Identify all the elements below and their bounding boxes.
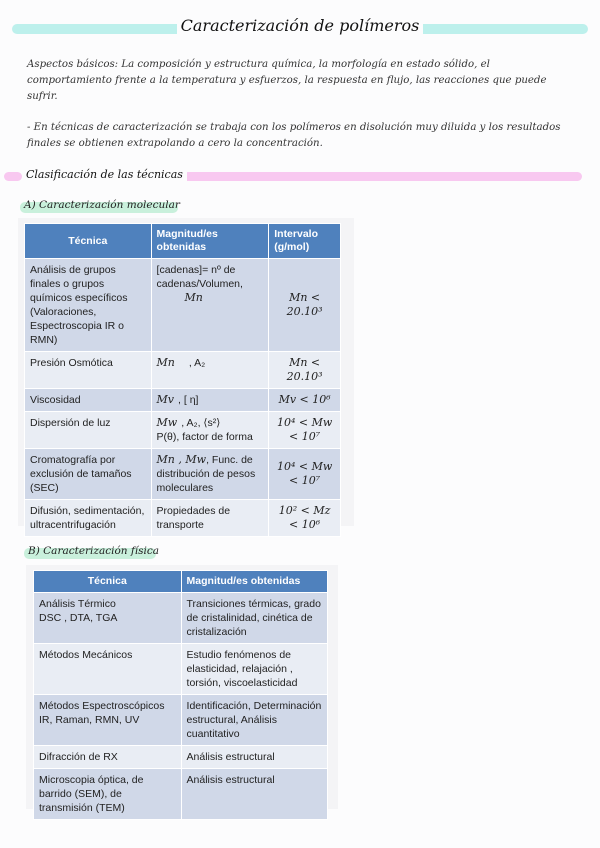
molecular-heading: A) Caracterización molecular [24,199,180,211]
tecnica-cell: Viscosidad [25,389,152,412]
table-row [34,695,328,746]
magnitud-cell: Mv , [ η] [151,389,269,412]
magnitud-cell: Identificación, Determinación estructural, Análisis cuantitativo [181,695,327,746]
page-title: Caracterización de polímeros [0,16,600,35]
tecnica-cell: Métodos Espectroscópicos IR, Raman, RMN, UV [34,695,182,746]
tecnica-cell: Microscopia óptica, de barrido (SEM), de transmisión (TEM) [34,769,182,820]
intro-paragraph: Aspectos básicos: La composición y estructura química, la morfología en estado sólido, el comportamiento frente a la temperatura y esfuerzos, la respuesta en flujo, las reacciones que puede sufrir. [27,59,547,102]
tecnica-cell: Difracción de RX [34,746,182,769]
tecnica-cell: Cromatografía por exclusión de tamaños (SEC) [25,449,152,500]
table-row [25,449,341,500]
fisica-header-magnitud: Magnitud/es obtenidas [181,571,327,593]
fisica-header-tecnica: Técnica [34,571,182,593]
tecnica-cell: Métodos Mecánicos [34,644,182,695]
section-highlight-left [4,172,22,181]
tecnica-cell: Difusión, sedimentación, ultracentrifugación [25,500,152,537]
magnitud-cell: Propiedades de transporte [151,500,269,537]
intervalo-cell: 10² < Mz < 10⁶ [269,500,341,537]
table-row [25,389,341,412]
tecnica-cell: Análisis Térmico DSC , DTA, TGA [34,593,182,644]
intervalo-cell: Mv < 10⁶ [269,389,341,412]
fisica-heading: B) Caracterización física [28,545,159,557]
molecular-table-panel [18,218,354,531]
section-heading [0,168,600,186]
molecular-header-intervalo: Intervalo (g/mol) [269,224,341,259]
fisica-table-panel [26,565,338,814]
table-row [34,746,328,769]
intervalo-cell: Mn < 20.10³ [269,259,341,352]
molecular-header-tecnica: Técnica [25,224,152,259]
magnitud-cell: Estudio fenómenos de elasticidad, relajación , torsión, viscoelasticidad [181,644,327,695]
table-row [34,593,328,644]
magnitud-cell: Mn , A₂ [151,352,269,389]
intervalo-cell: Mn < 20.10³ [269,352,341,389]
note-paragraph: - En técnicas de caracterización se trabaja con los polímeros en disolución muy diluida y los resultados finales se obtienen extrapolando a cero la concentración. [27,122,561,149]
intervalo-cell: 10⁴ < Mw < 10⁷ [269,449,341,500]
tecnica-cell: Análisis de grupos finales o grupos químicos específicos (Valoraciones, Espectroscopia IR o RMN) [25,259,152,352]
table-row [25,352,341,389]
tecnica-cell: Presión Osmótica [25,352,152,389]
magnitud-cell: Análisis estructural [181,769,327,820]
molecular-table [24,223,341,537]
intervalo-cell: 10⁴ < Mw < 10⁷ [269,412,341,449]
table-row [34,769,328,820]
magnitud-cell: Mw , A₂, ⟨s²⟩ P(θ), factor de forma [151,412,269,449]
table-row [25,259,341,352]
magnitud-cell: Análisis estructural [181,746,327,769]
section-title: Clasificación de las técnicas [26,168,187,181]
magnitud-cell: Transiciones térmicas, grado de cristalinidad, cinética de cristalización [181,593,327,644]
tecnica-cell: Dispersión de luz [25,412,152,449]
molecular-header-magnitud: Magnitud/es obtenidas [151,224,269,259]
table-row [34,644,328,695]
table-row [25,412,341,449]
table-row [25,500,341,537]
magnitud-cell: [cadenas]= nº de cadenas/Volumen, Mn [151,259,269,352]
fisica-table [33,570,328,820]
magnitud-cell: Mn , Mw, Func. de distribución de pesos moleculares [151,449,269,500]
section-highlight-right [178,172,582,181]
title-row [0,16,600,40]
